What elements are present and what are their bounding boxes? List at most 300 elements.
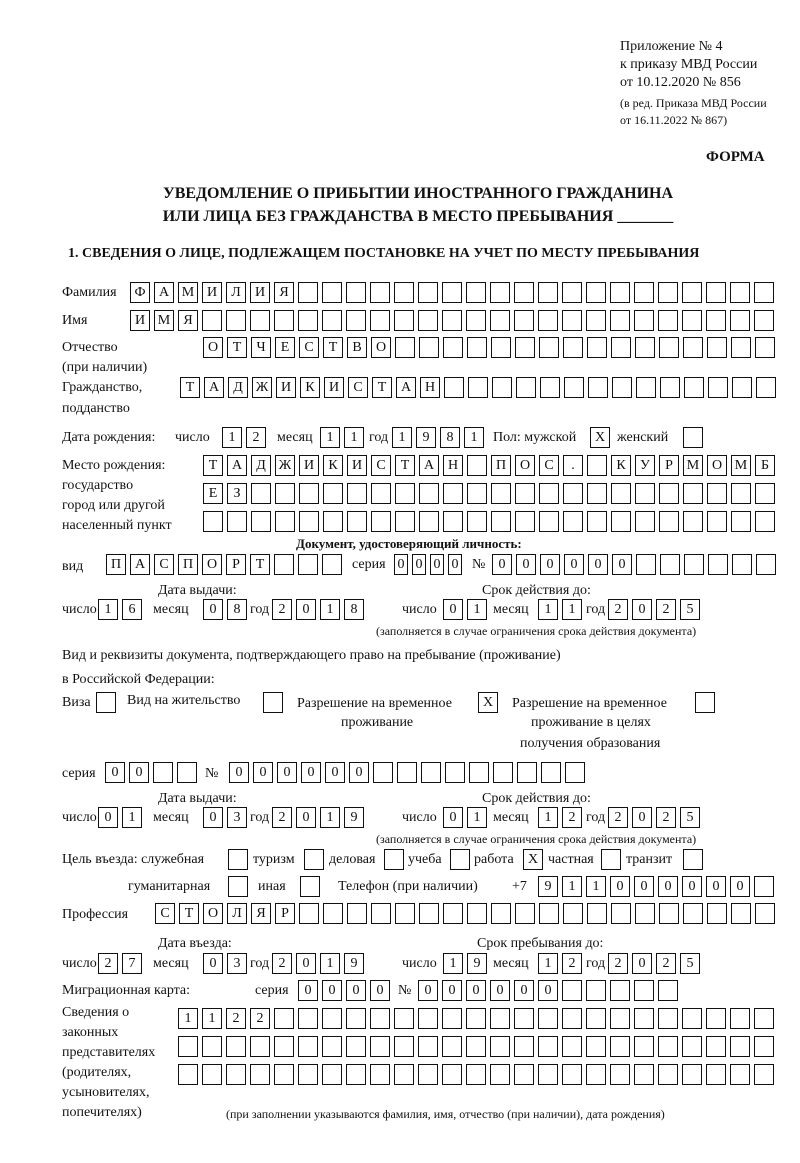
- char-cell[interactable]: О: [202, 554, 222, 575]
- char-cell[interactable]: [275, 483, 295, 504]
- char-cell[interactable]: [683, 337, 703, 358]
- char-cell[interactable]: [466, 282, 486, 303]
- char-cell[interactable]: Л: [227, 903, 247, 924]
- char-cell[interactable]: [274, 310, 294, 331]
- char-cell[interactable]: 2: [656, 807, 676, 828]
- char-cell[interactable]: [346, 1036, 366, 1057]
- char-cell[interactable]: [418, 1036, 438, 1057]
- char-cell[interactable]: Р: [275, 903, 295, 924]
- char-cell[interactable]: [298, 554, 318, 575]
- char-cell[interactable]: [347, 903, 367, 924]
- char-cell[interactable]: Я: [178, 310, 198, 331]
- char-cell[interactable]: [731, 903, 751, 924]
- char-cell[interactable]: 0: [634, 876, 654, 897]
- char-cell[interactable]: [611, 337, 631, 358]
- char-cell[interactable]: [707, 903, 727, 924]
- char-cell[interactable]: [443, 337, 463, 358]
- char-cell[interactable]: [754, 1036, 774, 1057]
- char-cell[interactable]: Т: [323, 337, 343, 358]
- char-cell[interactable]: И: [276, 377, 296, 398]
- char-cell[interactable]: [658, 1008, 678, 1029]
- right-series-field[interactable]: [105, 762, 201, 783]
- char-cell[interactable]: 1: [344, 427, 364, 448]
- char-cell[interactable]: [322, 554, 342, 575]
- char-cell[interactable]: 0: [443, 599, 463, 620]
- char-cell[interactable]: [442, 1036, 462, 1057]
- char-cell[interactable]: [443, 511, 463, 532]
- char-cell[interactable]: [514, 1064, 534, 1085]
- birth-year-field[interactable]: [392, 427, 488, 448]
- char-cell[interactable]: 1: [392, 427, 412, 448]
- char-cell[interactable]: [397, 762, 417, 783]
- char-cell[interactable]: М: [731, 455, 751, 476]
- char-cell[interactable]: [202, 1064, 222, 1085]
- char-cell[interactable]: [731, 337, 751, 358]
- char-cell[interactable]: [371, 511, 391, 532]
- char-cell[interactable]: [682, 282, 702, 303]
- char-cell[interactable]: [514, 310, 534, 331]
- birth-month-field[interactable]: [320, 427, 368, 448]
- char-cell[interactable]: 1: [122, 807, 142, 828]
- char-cell[interactable]: [610, 980, 630, 1001]
- char-cell[interactable]: 2: [608, 953, 628, 974]
- char-cell[interactable]: [636, 554, 656, 575]
- char-cell[interactable]: 2: [562, 807, 582, 828]
- char-cell[interactable]: [251, 483, 271, 504]
- purpose-other-checkbox[interactable]: [300, 876, 324, 897]
- char-cell[interactable]: 5: [680, 807, 700, 828]
- char-cell[interactable]: [178, 1036, 198, 1057]
- char-cell[interactable]: [538, 282, 558, 303]
- char-cell[interactable]: [490, 1036, 510, 1057]
- char-cell[interactable]: 8: [227, 599, 247, 620]
- purpose-humanitarian-checkbox[interactable]: [228, 876, 252, 897]
- char-cell[interactable]: [586, 1064, 606, 1085]
- purpose-work-checkbox[interactable]: [523, 849, 547, 870]
- char-cell[interactable]: [442, 282, 462, 303]
- char-cell[interactable]: 0: [105, 762, 125, 783]
- char-cell[interactable]: [202, 310, 222, 331]
- char-cell[interactable]: [634, 1008, 654, 1029]
- char-cell[interactable]: [226, 1064, 246, 1085]
- char-cell[interactable]: 0: [430, 554, 444, 575]
- char-cell[interactable]: 1: [562, 599, 582, 620]
- char-cell[interactable]: Ж: [252, 377, 272, 398]
- char-cell[interactable]: [562, 980, 582, 1001]
- char-cell[interactable]: 0: [564, 554, 584, 575]
- char-cell[interactable]: 2: [272, 599, 292, 620]
- char-cell[interactable]: [394, 310, 414, 331]
- char-cell[interactable]: [587, 483, 607, 504]
- char-cell[interactable]: И: [202, 282, 222, 303]
- char-cell[interactable]: 0: [296, 599, 316, 620]
- char-cell[interactable]: [610, 1064, 630, 1085]
- char-cell[interactable]: [346, 1008, 366, 1029]
- char-cell[interactable]: Р: [659, 455, 679, 476]
- char-cell[interactable]: [754, 282, 774, 303]
- char-cell[interactable]: П: [178, 554, 198, 575]
- char-cell[interactable]: 2: [272, 807, 292, 828]
- char-cell[interactable]: [395, 511, 415, 532]
- patronymic-field[interactable]: [203, 337, 779, 358]
- name-field[interactable]: [130, 310, 778, 331]
- char-cell[interactable]: [227, 511, 247, 532]
- char-cell[interactable]: [298, 1036, 318, 1057]
- char-cell[interactable]: [274, 1036, 294, 1057]
- char-cell[interactable]: .: [563, 455, 583, 476]
- char-cell[interactable]: [418, 310, 438, 331]
- char-cell[interactable]: [706, 282, 726, 303]
- char-cell[interactable]: [587, 455, 607, 476]
- char-cell[interactable]: [587, 903, 607, 924]
- char-cell[interactable]: [347, 483, 367, 504]
- char-cell[interactable]: [588, 377, 608, 398]
- char-cell[interactable]: [610, 310, 630, 331]
- char-cell[interactable]: 1: [562, 876, 582, 897]
- char-cell[interactable]: 9: [344, 953, 364, 974]
- char-cell[interactable]: [756, 377, 776, 398]
- char-cell[interactable]: 0: [370, 980, 390, 1001]
- char-cell[interactable]: [684, 554, 704, 575]
- char-cell[interactable]: Н: [420, 377, 440, 398]
- char-cell[interactable]: [660, 554, 680, 575]
- char-cell[interactable]: 0: [253, 762, 273, 783]
- char-cell[interactable]: 2: [656, 953, 676, 974]
- reps-field-3[interactable]: [178, 1064, 778, 1085]
- purpose-study-checkbox[interactable]: [450, 849, 474, 870]
- entry-year-field[interactable]: [272, 953, 368, 974]
- char-cell[interactable]: И: [299, 455, 319, 476]
- char-cell[interactable]: М: [178, 282, 198, 303]
- char-cell[interactable]: [563, 483, 583, 504]
- char-cell[interactable]: 0: [610, 876, 630, 897]
- char-cell[interactable]: [659, 903, 679, 924]
- char-cell[interactable]: 0: [443, 807, 463, 828]
- char-cell[interactable]: [695, 692, 715, 713]
- char-cell[interactable]: [634, 980, 654, 1001]
- char-cell[interactable]: [660, 377, 680, 398]
- doc-kind-field[interactable]: [106, 554, 346, 575]
- char-cell[interactable]: [658, 980, 678, 1001]
- char-cell[interactable]: 0: [538, 980, 558, 1001]
- char-cell[interactable]: 0: [492, 554, 512, 575]
- char-cell[interactable]: 0: [301, 762, 321, 783]
- doc-series-field[interactable]: [394, 554, 466, 575]
- char-cell[interactable]: [490, 1064, 510, 1085]
- char-cell[interactable]: [706, 310, 726, 331]
- char-cell[interactable]: [682, 1064, 702, 1085]
- char-cell[interactable]: [658, 282, 678, 303]
- char-cell[interactable]: [754, 310, 774, 331]
- char-cell[interactable]: [562, 310, 582, 331]
- char-cell[interactable]: [298, 1008, 318, 1029]
- char-cell[interactable]: [610, 1008, 630, 1029]
- char-cell[interactable]: [490, 1008, 510, 1029]
- char-cell[interactable]: [731, 483, 751, 504]
- char-cell[interactable]: В: [347, 337, 367, 358]
- char-cell[interactable]: [418, 1008, 438, 1029]
- char-cell[interactable]: [370, 1036, 390, 1057]
- char-cell[interactable]: [444, 377, 464, 398]
- char-cell[interactable]: 8: [344, 599, 364, 620]
- char-cell[interactable]: [466, 1036, 486, 1057]
- char-cell[interactable]: [515, 483, 535, 504]
- char-cell[interactable]: [394, 1064, 414, 1085]
- char-cell[interactable]: [514, 1036, 534, 1057]
- char-cell[interactable]: 1: [320, 953, 340, 974]
- char-cell[interactable]: 0: [682, 876, 702, 897]
- char-cell[interactable]: 5: [680, 953, 700, 974]
- char-cell[interactable]: [635, 337, 655, 358]
- char-cell[interactable]: [228, 876, 248, 897]
- char-cell[interactable]: 6: [122, 599, 142, 620]
- char-cell[interactable]: О: [371, 337, 391, 358]
- char-cell[interactable]: [371, 483, 391, 504]
- char-cell[interactable]: 0: [325, 762, 345, 783]
- char-cell[interactable]: 1: [98, 599, 118, 620]
- char-cell[interactable]: Ч: [251, 337, 271, 358]
- char-cell[interactable]: [538, 1036, 558, 1057]
- char-cell[interactable]: [322, 1008, 342, 1029]
- char-cell[interactable]: 1: [202, 1008, 222, 1029]
- char-cell[interactable]: А: [130, 554, 150, 575]
- char-cell[interactable]: [394, 1008, 414, 1029]
- char-cell[interactable]: Д: [251, 455, 271, 476]
- char-cell[interactable]: [467, 337, 487, 358]
- char-cell[interactable]: Т: [395, 455, 415, 476]
- char-cell[interactable]: [707, 483, 727, 504]
- doc-number-field[interactable]: [492, 554, 780, 575]
- char-cell[interactable]: [177, 762, 197, 783]
- char-cell[interactable]: Б: [755, 455, 775, 476]
- char-cell[interactable]: [586, 980, 606, 1001]
- char-cell[interactable]: 9: [538, 876, 558, 897]
- char-cell[interactable]: С: [539, 455, 559, 476]
- char-cell[interactable]: [467, 483, 487, 504]
- char-cell[interactable]: [730, 1036, 750, 1057]
- char-cell[interactable]: [515, 511, 535, 532]
- char-cell[interactable]: [730, 1008, 750, 1029]
- char-cell[interactable]: [323, 483, 343, 504]
- char-cell[interactable]: Т: [250, 554, 270, 575]
- char-cell[interactable]: [683, 849, 703, 870]
- char-cell[interactable]: [443, 903, 463, 924]
- doc-issue-day-field[interactable]: [98, 599, 146, 620]
- char-cell[interactable]: П: [106, 554, 126, 575]
- char-cell[interactable]: [732, 377, 752, 398]
- char-cell[interactable]: [274, 1008, 294, 1029]
- char-cell[interactable]: 1: [464, 427, 484, 448]
- char-cell[interactable]: [298, 310, 318, 331]
- char-cell[interactable]: У: [635, 455, 655, 476]
- char-cell[interactable]: [635, 483, 655, 504]
- char-cell[interactable]: [634, 1064, 654, 1085]
- char-cell[interactable]: К: [323, 455, 343, 476]
- char-cell[interactable]: [178, 1064, 198, 1085]
- char-cell[interactable]: 2: [562, 953, 582, 974]
- char-cell[interactable]: [442, 1008, 462, 1029]
- char-cell[interactable]: З: [227, 483, 247, 504]
- char-cell[interactable]: 0: [442, 980, 462, 1001]
- purpose-business-checkbox[interactable]: [384, 849, 408, 870]
- purpose-private-checkbox[interactable]: [601, 849, 625, 870]
- reps-field-2[interactable]: [178, 1036, 778, 1057]
- char-cell[interactable]: [347, 511, 367, 532]
- phone-field[interactable]: [538, 876, 778, 897]
- surname-field[interactable]: [130, 282, 778, 303]
- temp-edu-checkbox[interactable]: [695, 692, 719, 713]
- char-cell[interactable]: [394, 282, 414, 303]
- char-cell[interactable]: 0: [588, 554, 608, 575]
- right-number-field[interactable]: [229, 762, 589, 783]
- char-cell[interactable]: 1: [467, 599, 487, 620]
- char-cell[interactable]: 9: [416, 427, 436, 448]
- char-cell[interactable]: 0: [277, 762, 297, 783]
- mig-series-field[interactable]: [298, 980, 394, 1001]
- char-cell[interactable]: [708, 554, 728, 575]
- char-cell[interactable]: 3: [227, 953, 247, 974]
- char-cell[interactable]: [395, 483, 415, 504]
- char-cell[interactable]: 2: [226, 1008, 246, 1029]
- visa-checkbox[interactable]: [96, 692, 120, 713]
- char-cell[interactable]: 7: [122, 953, 142, 974]
- char-cell[interactable]: [611, 511, 631, 532]
- char-cell[interactable]: [490, 282, 510, 303]
- char-cell[interactable]: [304, 849, 324, 870]
- char-cell[interactable]: [539, 483, 559, 504]
- char-cell[interactable]: [541, 762, 561, 783]
- char-cell[interactable]: [384, 849, 404, 870]
- right-valid-year-field[interactable]: [608, 807, 704, 828]
- char-cell[interactable]: [443, 483, 463, 504]
- char-cell[interactable]: [682, 1036, 702, 1057]
- char-cell[interactable]: 0: [296, 953, 316, 974]
- char-cell[interactable]: [370, 1008, 390, 1029]
- char-cell[interactable]: И: [130, 310, 150, 331]
- char-cell[interactable]: 1: [320, 599, 340, 620]
- char-cell[interactable]: [491, 483, 511, 504]
- char-cell[interactable]: [563, 337, 583, 358]
- char-cell[interactable]: [732, 554, 752, 575]
- char-cell[interactable]: С: [299, 337, 319, 358]
- char-cell[interactable]: [515, 337, 535, 358]
- char-cell[interactable]: [730, 282, 750, 303]
- char-cell[interactable]: П: [491, 455, 511, 476]
- char-cell[interactable]: Ф: [130, 282, 150, 303]
- char-cell[interactable]: 2: [608, 807, 628, 828]
- char-cell[interactable]: [708, 377, 728, 398]
- char-cell[interactable]: [322, 1036, 342, 1057]
- temp-residence-checkbox[interactable]: [478, 692, 502, 713]
- right-issue-day-field[interactable]: [98, 807, 146, 828]
- char-cell[interactable]: [683, 427, 703, 448]
- char-cell[interactable]: [538, 1064, 558, 1085]
- char-cell[interactable]: 0: [612, 554, 632, 575]
- birth-place-field-3[interactable]: [203, 511, 779, 532]
- char-cell[interactable]: [682, 1008, 702, 1029]
- char-cell[interactable]: Д: [228, 377, 248, 398]
- char-cell[interactable]: И: [347, 455, 367, 476]
- char-cell[interactable]: С: [371, 455, 391, 476]
- char-cell[interactable]: 0: [514, 980, 534, 1001]
- doc-issue-month-field[interactable]: [203, 599, 251, 620]
- char-cell[interactable]: Я: [274, 282, 294, 303]
- char-cell[interactable]: Р: [226, 554, 246, 575]
- char-cell[interactable]: О: [515, 455, 535, 476]
- char-cell[interactable]: [153, 762, 173, 783]
- char-cell[interactable]: 2: [656, 599, 676, 620]
- char-cell[interactable]: X: [590, 427, 610, 448]
- residence-permit-checkbox[interactable]: [263, 692, 287, 713]
- char-cell[interactable]: 0: [346, 980, 366, 1001]
- char-cell[interactable]: [707, 337, 727, 358]
- char-cell[interactable]: 0: [516, 554, 536, 575]
- char-cell[interactable]: 2: [608, 599, 628, 620]
- char-cell[interactable]: М: [683, 455, 703, 476]
- char-cell[interactable]: 1: [538, 599, 558, 620]
- char-cell[interactable]: 0: [229, 762, 249, 783]
- char-cell[interactable]: [226, 310, 246, 331]
- reps-field-1[interactable]: [178, 1008, 778, 1029]
- char-cell[interactable]: [730, 310, 750, 331]
- char-cell[interactable]: [562, 282, 582, 303]
- char-cell[interactable]: [274, 1064, 294, 1085]
- char-cell[interactable]: [564, 377, 584, 398]
- right-valid-month-field[interactable]: [538, 807, 586, 828]
- char-cell[interactable]: А: [396, 377, 416, 398]
- char-cell[interactable]: 1: [467, 807, 487, 828]
- char-cell[interactable]: [469, 762, 489, 783]
- char-cell[interactable]: [610, 1036, 630, 1057]
- char-cell[interactable]: [226, 1036, 246, 1057]
- char-cell[interactable]: [586, 282, 606, 303]
- char-cell[interactable]: [491, 337, 511, 358]
- char-cell[interactable]: [601, 849, 621, 870]
- char-cell[interactable]: [563, 903, 583, 924]
- char-cell[interactable]: [586, 310, 606, 331]
- char-cell[interactable]: [445, 762, 465, 783]
- char-cell[interactable]: [299, 511, 319, 532]
- right-issue-year-field[interactable]: [272, 807, 368, 828]
- char-cell[interactable]: [540, 377, 560, 398]
- sex-female-checkbox[interactable]: [683, 427, 707, 448]
- char-cell[interactable]: [706, 1064, 726, 1085]
- char-cell[interactable]: [756, 554, 776, 575]
- char-cell[interactable]: [659, 337, 679, 358]
- char-cell[interactable]: [298, 1064, 318, 1085]
- char-cell[interactable]: 5: [680, 599, 700, 620]
- birth-day-field[interactable]: [222, 427, 270, 448]
- char-cell[interactable]: [586, 1036, 606, 1057]
- char-cell[interactable]: [442, 1064, 462, 1085]
- char-cell[interactable]: [706, 1036, 726, 1057]
- char-cell[interactable]: Т: [179, 903, 199, 924]
- char-cell[interactable]: А: [204, 377, 224, 398]
- char-cell[interactable]: [419, 903, 439, 924]
- char-cell[interactable]: [539, 511, 559, 532]
- char-cell[interactable]: [491, 511, 511, 532]
- char-cell[interactable]: [395, 903, 415, 924]
- char-cell[interactable]: [371, 903, 391, 924]
- char-cell[interactable]: [419, 483, 439, 504]
- char-cell[interactable]: [250, 1064, 270, 1085]
- char-cell[interactable]: [466, 1064, 486, 1085]
- char-cell[interactable]: 1: [178, 1008, 198, 1029]
- char-cell[interactable]: [562, 1036, 582, 1057]
- char-cell[interactable]: [442, 310, 462, 331]
- char-cell[interactable]: 2: [246, 427, 266, 448]
- profession-field[interactable]: [155, 903, 779, 924]
